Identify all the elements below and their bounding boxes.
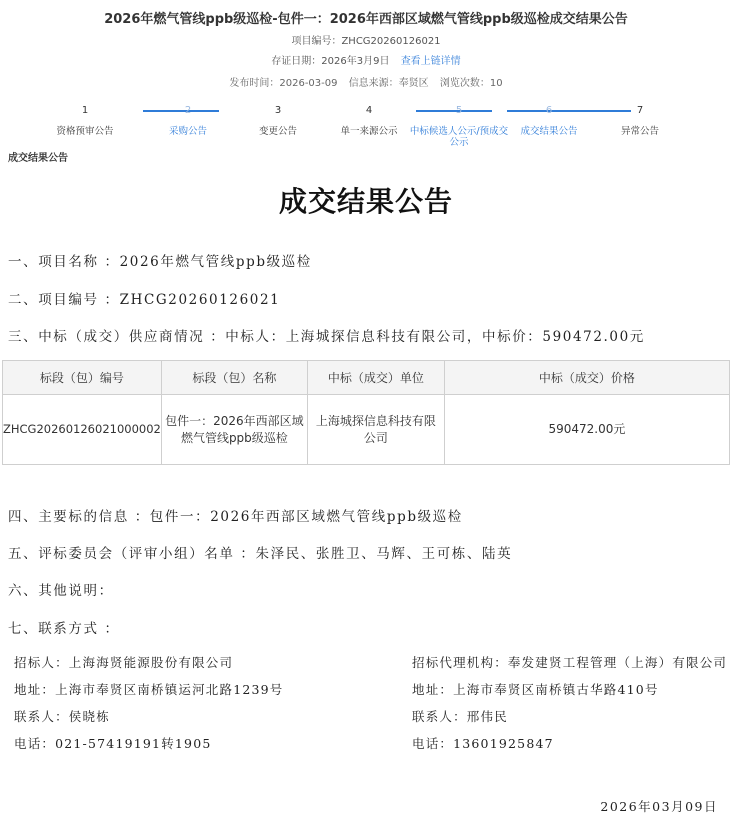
agency-address: 地址：上海市奉贤区南桥镇古华路410号	[412, 682, 659, 697]
cell-lot-name: 包件一：2026年西部区域燃气管线ppb级巡检	[161, 395, 307, 465]
document-title: 成交结果公告	[278, 185, 453, 218]
step-number: 6	[545, 105, 553, 116]
footer-date: 2026年03月09日	[600, 799, 718, 814]
tenderer-phone: 电话：021-57419191转1905	[14, 736, 212, 751]
step-number: 3	[274, 105, 282, 116]
step-number: 4	[365, 105, 373, 116]
notice-title: 2026年燃气管线ppb级巡检-包件一：2026年西部区域燃气管线ppb级巡检成交结果公告	[104, 12, 628, 27]
step-label: 异常公告	[620, 126, 659, 137]
col-header: 中标（成交）价格	[444, 361, 729, 395]
item-committee: 五、评标委员会（评审小组）名单 ：朱泽民、张胜卫、马辉、王可栋、陆英	[8, 546, 513, 562]
item-supplier: 三、中标（成交）供应商情况 ：中标人：上海城探信息科技有限公司，中标价：590472.00元	[8, 329, 645, 345]
step-label: 变更公告	[258, 126, 297, 137]
step-label: 中标候选人公示/预成交公示	[409, 126, 509, 148]
section-tag: 成交结果公告	[8, 153, 68, 164]
cell-price: 590472.00元	[444, 395, 729, 465]
step-1[interactable]	[30, 104, 140, 137]
step-number: 7	[636, 105, 644, 116]
step-label: 资格预审公告	[56, 126, 114, 137]
item-main-subject: 四、主要标的信息 ：包件一：2026年西部区域燃气管线ppb级巡检	[8, 509, 463, 525]
tenderer-address: 地址：上海市奉贤区南桥镇运河北路1239号	[14, 682, 284, 697]
deposit-date: 存证日期：2026年3月9日	[271, 56, 390, 67]
step-7[interactable]	[585, 104, 695, 137]
info-source: 信息来源：奉贤区	[348, 78, 429, 89]
process-steps	[40, 104, 692, 150]
step-label: 采购公告	[168, 126, 207, 137]
view-count: 浏览次数：10	[439, 78, 503, 89]
step-number: 5	[455, 105, 463, 116]
deposit-date-row	[0, 52, 732, 67]
agency-contact	[412, 654, 728, 753]
col-header: 标段（包）名称	[161, 361, 307, 395]
meta-row	[0, 74, 732, 89]
table-header-row	[3, 361, 730, 395]
item-project-name: 一、项目名称 ：2026年燃气管线ppb级巡检	[8, 254, 312, 270]
item-contact: 七、联系方式 ：	[8, 621, 120, 637]
tenderer-person: 联系人：侯晓栋	[14, 709, 110, 724]
agency-name: 招标代理机构：奉发建贤工程管理（上海）有限公司	[412, 655, 728, 670]
col-header: 中标（成交）单位	[307, 361, 444, 395]
step-label: 成交结果公告	[520, 126, 578, 137]
agency-person: 联系人：邢伟民	[412, 709, 508, 724]
col-header: 标段（包）编号	[3, 361, 162, 395]
chain-detail-link[interactable]: 查看上链详情	[400, 56, 461, 67]
project-code: 项目编号：ZHCG20260126021	[291, 36, 441, 47]
tenderer-contact	[14, 654, 394, 753]
cell-lot-code: ZHCG20260126021000002	[3, 395, 162, 465]
item-other: 六、其他说明：	[8, 583, 114, 599]
item-project-code: 二、项目编号 ：ZHCG20260126021	[8, 292, 281, 308]
agency-phone: 电话：13601925847	[412, 736, 554, 751]
step-number: 2	[184, 105, 192, 116]
table-row	[3, 395, 730, 465]
cell-winner: 上海城探信息科技有限公司	[307, 395, 444, 465]
tenderer-name: 招标人：上海海贤能源股份有限公司	[14, 655, 234, 670]
step-label: 单一来源公示	[340, 126, 398, 137]
publish-time: 发布时间：2026-03-09	[229, 78, 338, 89]
step-number: 1	[81, 105, 89, 116]
award-table	[2, 360, 730, 465]
